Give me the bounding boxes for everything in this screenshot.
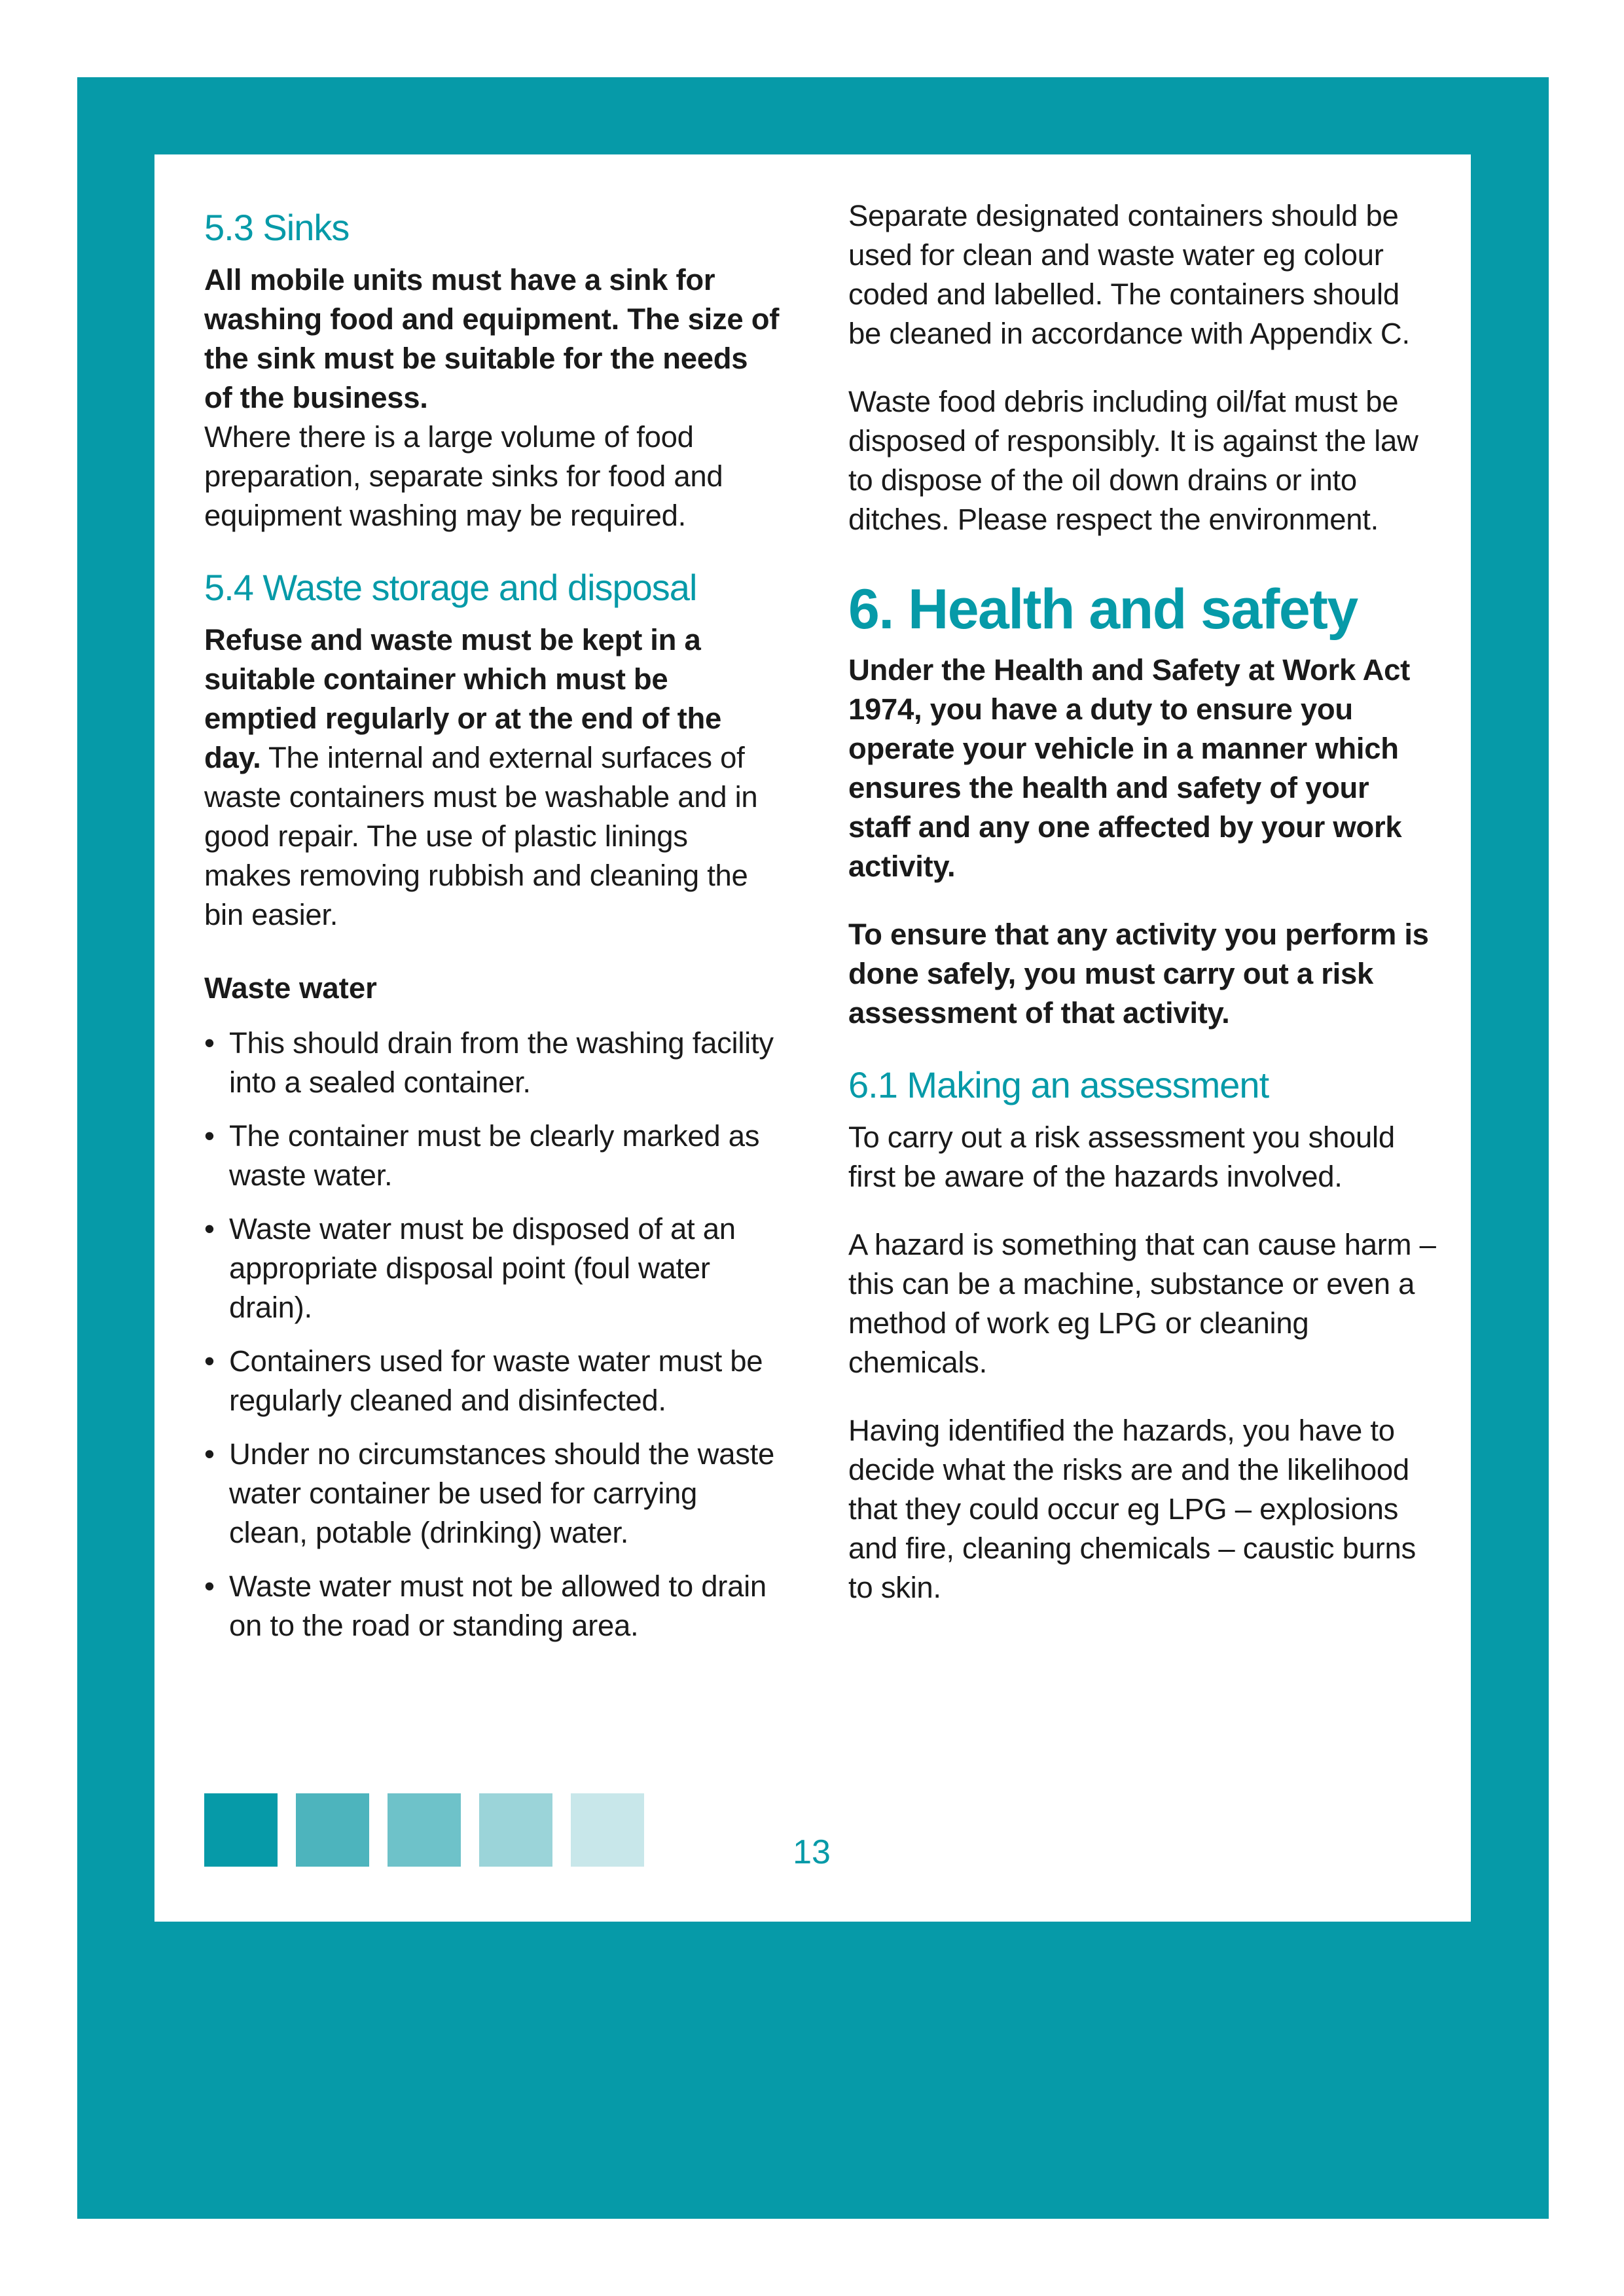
waste-water-list: [204, 1024, 780, 1645]
health-safety-heading: 6. Health and safety: [848, 578, 1358, 641]
assessment-paragraph-1: To carry out a risk assessment you should first be aware of the hazards involved.: [848, 1121, 1395, 1193]
list-item: • This should drain from the washing facility into a sealed container.: [204, 1024, 780, 1102]
left-column: [204, 204, 780, 1645]
swatch: [388, 1793, 461, 1867]
sinks-bold-text: All mobile units must have a sink for washing food and equipment. The size of the sink must be suitable for the needs of the business.: [204, 263, 780, 414]
assessment-paragraph-3: Having identified the hazards, you have to decide what the risks are and the likelihood that they could occur eg LPG – explosions and fire, cleaning chemicals – caustic burns to skin.: [848, 1414, 1416, 1604]
waste-text: The internal and external surfaces of waste containers must be washable and in good repair. The use of plastic linings makes removing rubbish and cleaning the bin easier.: [204, 741, 758, 931]
assessment-section: [848, 1062, 1437, 1607]
waste-paragraph: [204, 620, 780, 935]
list-item: • Containers used for waste water must be regularly cleaned and disinfected.: [204, 1342, 780, 1420]
waste-water-heading: Waste water: [204, 971, 377, 1005]
waste-section: [204, 564, 780, 935]
waste-heading: 5.4 Waste storage and disposal: [204, 567, 697, 608]
sinks-paragraph: [204, 260, 780, 535]
right-column: [848, 196, 1437, 1607]
list-item: • Under no circumstances should the waste water container be used for carrying clean, potable (drinking) water.: [204, 1435, 780, 1552]
page-number: 13: [793, 1833, 831, 1871]
assessment-paragraph-2: A hazard is something that can cause harm – this can be a machine, substance or even a method of work eg LPG or cleaning chemicals.: [848, 1228, 1436, 1379]
sinks-text: Where there is a large volume of food preparation, separate sinks for food and equipment washing may be required.: [204, 420, 723, 532]
list-item: • Waste water must be disposed of at an appropriate disposal point (foul water drain).: [204, 1210, 780, 1327]
swatch: [204, 1793, 278, 1867]
sinks-heading: 5.3 Sinks: [204, 207, 350, 248]
risk-assessment-paragraph: To ensure that any activity you perform is done safely, you must carry out a risk assessment of that activity.: [848, 918, 1429, 1030]
containers-paragraph: Separate designated containers should be used for clean and waste water eg colour coded and labelled. The containers should be cleaned in accordance with Appendix C.: [848, 199, 1410, 350]
debris-paragraph: Waste food debris including oil/fat must be disposed of responsibly. It is against the law to dispose of the oil down drains or into ditches. Please respect the environment.: [848, 385, 1418, 536]
list-item: • The container must be clearly marked as waste water.: [204, 1117, 780, 1195]
health-act-paragraph: Under the Health and Safety at Work Act 1974, you have a duty to ensure you operate your vehicle in a manner which ensures the health and safety of your staff and any one affected by your work activity.: [848, 653, 1411, 883]
swatch: [296, 1793, 369, 1867]
waste-bold-text: Refuse and waste must be kept in a suitable container which must be emptied regularly or at the end of the day.: [204, 623, 722, 774]
color-swatches: [204, 1793, 644, 1867]
swatch: [479, 1793, 552, 1867]
list-item: • Waste water must not be allowed to drain on to the road or standing area.: [204, 1567, 780, 1645]
assessment-heading: 6.1 Making an assessment: [848, 1064, 1269, 1105]
swatch: [571, 1793, 644, 1867]
